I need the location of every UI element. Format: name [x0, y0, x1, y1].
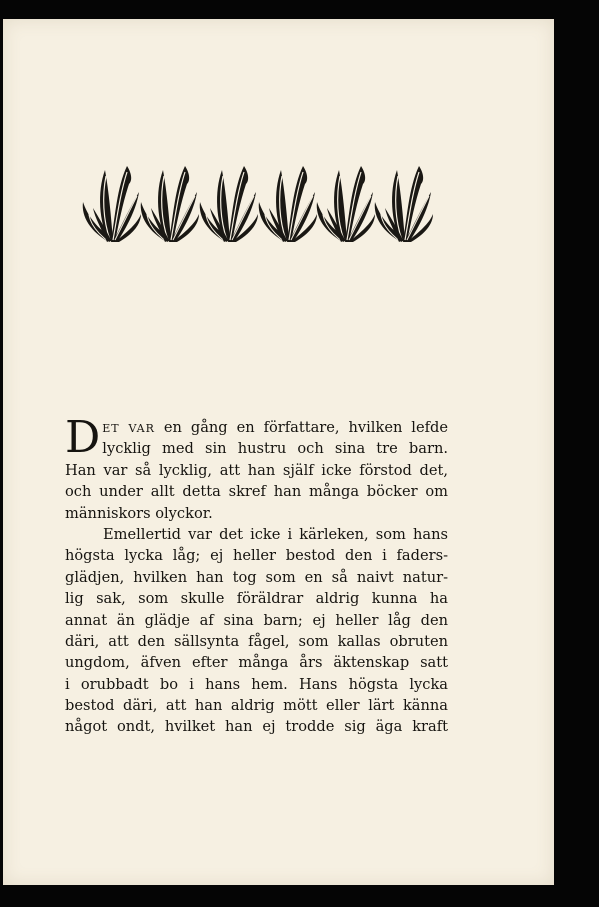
- text-line: lig sak, som skulle föräldrar aldrig kunna ha: [65, 590, 448, 608]
- book-page: [3, 19, 554, 885]
- text-line: glädjen, hvilken han tog som en så naivt natur-: [65, 568, 448, 586]
- text-line: och under allt detta skref han många böcker om: [65, 483, 448, 501]
- body-text: [65, 412, 448, 738]
- text-line: annat än glädje af sina barn; ej heller låg den: [65, 611, 448, 629]
- text-line: Emellertid var det icke i kärleken, som hans: [103, 525, 448, 543]
- text-line: något ondt, hvilket han ej trodde sig äga kraft: [65, 718, 448, 736]
- text-line: människors olyckor.: [65, 504, 213, 522]
- opening-smallcaps: ET VAR: [102, 422, 155, 435]
- text-line: bestod däri, att han aldrig mött eller lärt känna: [65, 697, 448, 715]
- text-line: Han var så lycklig, att han själf icke förstod det,: [65, 461, 448, 479]
- text-line: lycklig med sin hustru och sina tre barn.: [102, 440, 448, 458]
- text-line: ungdom, äfven efter många års äktenskap satt: [65, 654, 448, 672]
- text-line: högsta lycka låg; ej heller bestod den i faders-: [65, 547, 448, 565]
- text-line-content: en gång en författare, hvilken lefde: [163, 419, 448, 436]
- text-line: [65, 417, 448, 438]
- grass-leaf-ornament-icon: [81, 162, 434, 246]
- drop-cap: D: [65, 412, 101, 463]
- text-line: däri, att den sällsynta fågel, som kallas obruten: [65, 632, 448, 650]
- text-line: i orubbadt bo i hans hem. Hans högsta lycka: [65, 675, 448, 693]
